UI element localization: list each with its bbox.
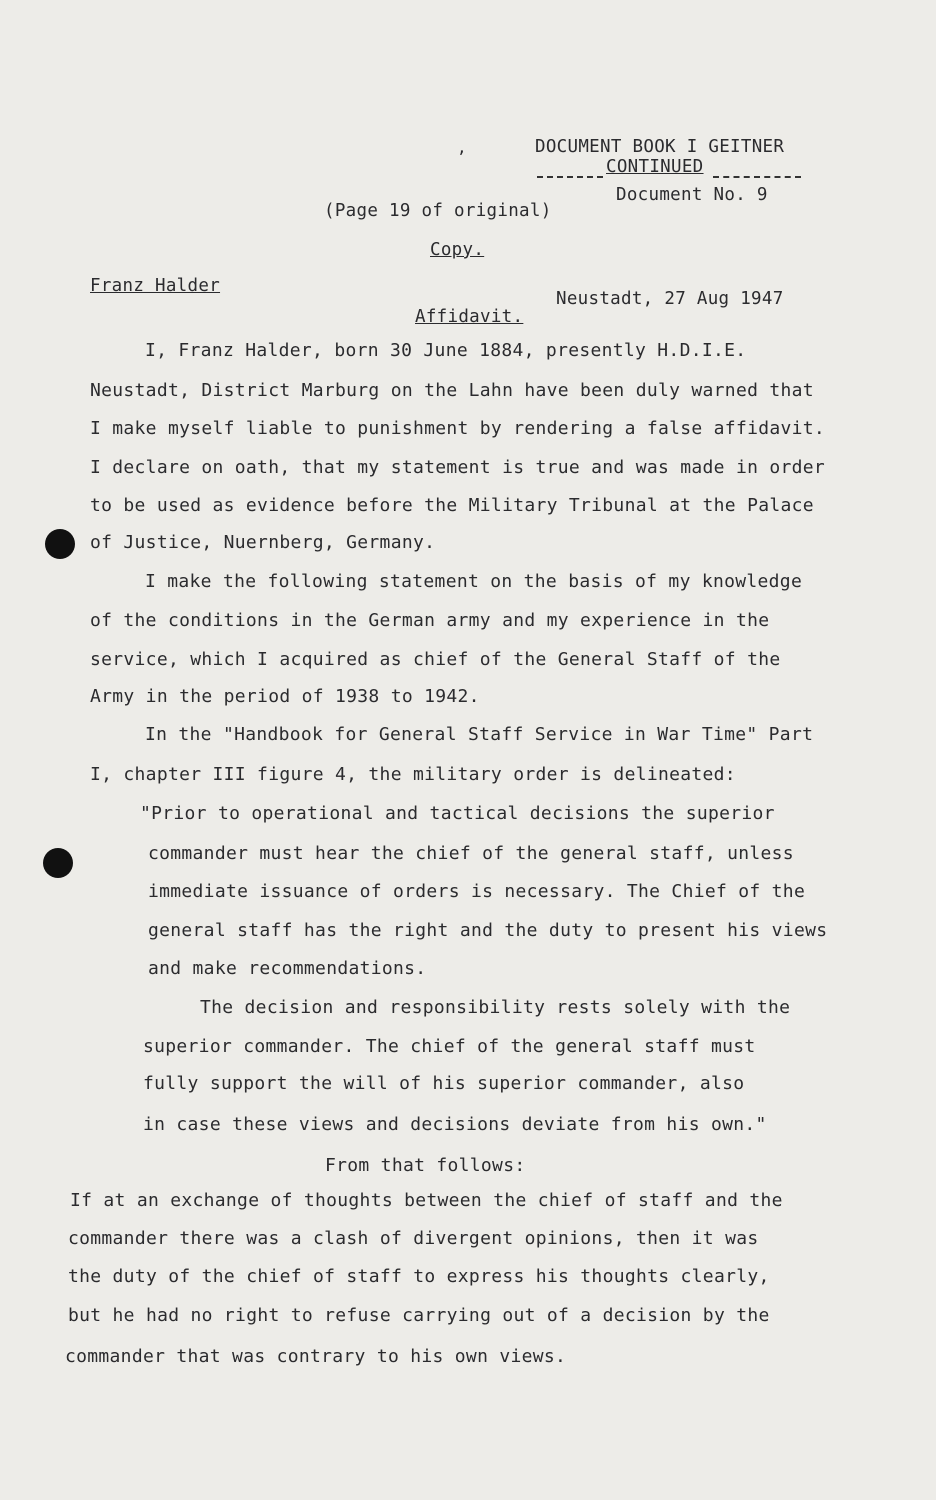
stray-mark: ,	[457, 138, 467, 157]
affidavit-title: Affidavit.	[415, 307, 524, 327]
body-line-9: service, which I acquired as chief of the General Staff of the	[90, 649, 781, 670]
closing-line-2: commander there was a clash of divergent opinions, then it was	[68, 1228, 759, 1249]
document-book-title: DOCUMENT BOOK I GEITNER	[535, 137, 785, 157]
from-that-follows: From that follows:	[325, 1155, 526, 1176]
place-date: Neustadt, 27 Aug 1947	[556, 289, 784, 309]
author-name: Franz Halder	[90, 276, 221, 296]
body-line-6: of Justice, Nuernberg, Germany.	[90, 532, 436, 553]
closing-line-1: If at an exchange of thoughts between the chief of staff and the	[70, 1190, 783, 1211]
header-dash-left	[537, 176, 603, 178]
closing-line-4: but he had no right to refuse carrying out of a decision by the	[68, 1305, 770, 1326]
body-line-8: of the conditions in the German army and my experience in the	[90, 610, 770, 631]
document-number: Document No. 9	[616, 185, 768, 205]
body-line-12: I, chapter III figure 4, the military order is delineated:	[90, 764, 736, 785]
continued-label: CONTINUED	[606, 157, 704, 177]
page-reference: (Page 19 of original)	[324, 201, 552, 221]
quote-line-7: superior commander. The chief of the general staff must	[143, 1036, 756, 1057]
body-line-10: Army in the period of 1938 to 1942.	[90, 686, 480, 707]
body-line-2: Neustadt, District Marburg on the Lahn have been duly warned that	[90, 380, 814, 401]
copy-label: Copy.	[430, 240, 485, 260]
quote-line-5: and make recommendations.	[148, 958, 427, 979]
quote-line-9: in case these views and decisions deviate from his own."	[143, 1114, 767, 1135]
quote-line-2: commander must hear the chief of the general staff, unless	[148, 843, 794, 864]
header-dash-right	[713, 176, 801, 178]
quote-line-3: immediate issuance of orders is necessary. The Chief of the	[148, 881, 806, 902]
quote-line-6: The decision and responsibility rests solely with the	[200, 997, 791, 1018]
body-line-7: I make the following statement on the basis of my knowledge	[145, 571, 803, 592]
quote-line-8: fully support the will of his superior commander, also	[143, 1073, 745, 1094]
punch-hole-upper	[45, 529, 75, 559]
body-line-4: I declare on oath, that my statement is true and was made in order	[90, 457, 826, 478]
body-line-1: I, Franz Halder, born 30 June 1884, presently H.D.I.E.	[145, 340, 747, 361]
quote-line-1: "Prior to operational and tactical decisions the superior	[140, 803, 775, 824]
closing-line-5: commander that was contrary to his own views.	[65, 1346, 567, 1367]
body-line-11: In the "Handbook for General Staff Service in War Time" Part	[145, 724, 814, 745]
body-line-3: I make myself liable to punishment by rendering a false affidavit.	[90, 418, 826, 439]
body-line-5: to be used as evidence before the Military Tribunal at the Palace	[90, 495, 814, 516]
closing-line-3: the duty of the chief of staff to express his thoughts clearly,	[68, 1266, 770, 1287]
quote-line-4: general staff has the right and the duty to present his views	[148, 920, 828, 941]
punch-hole-lower	[43, 848, 73, 878]
